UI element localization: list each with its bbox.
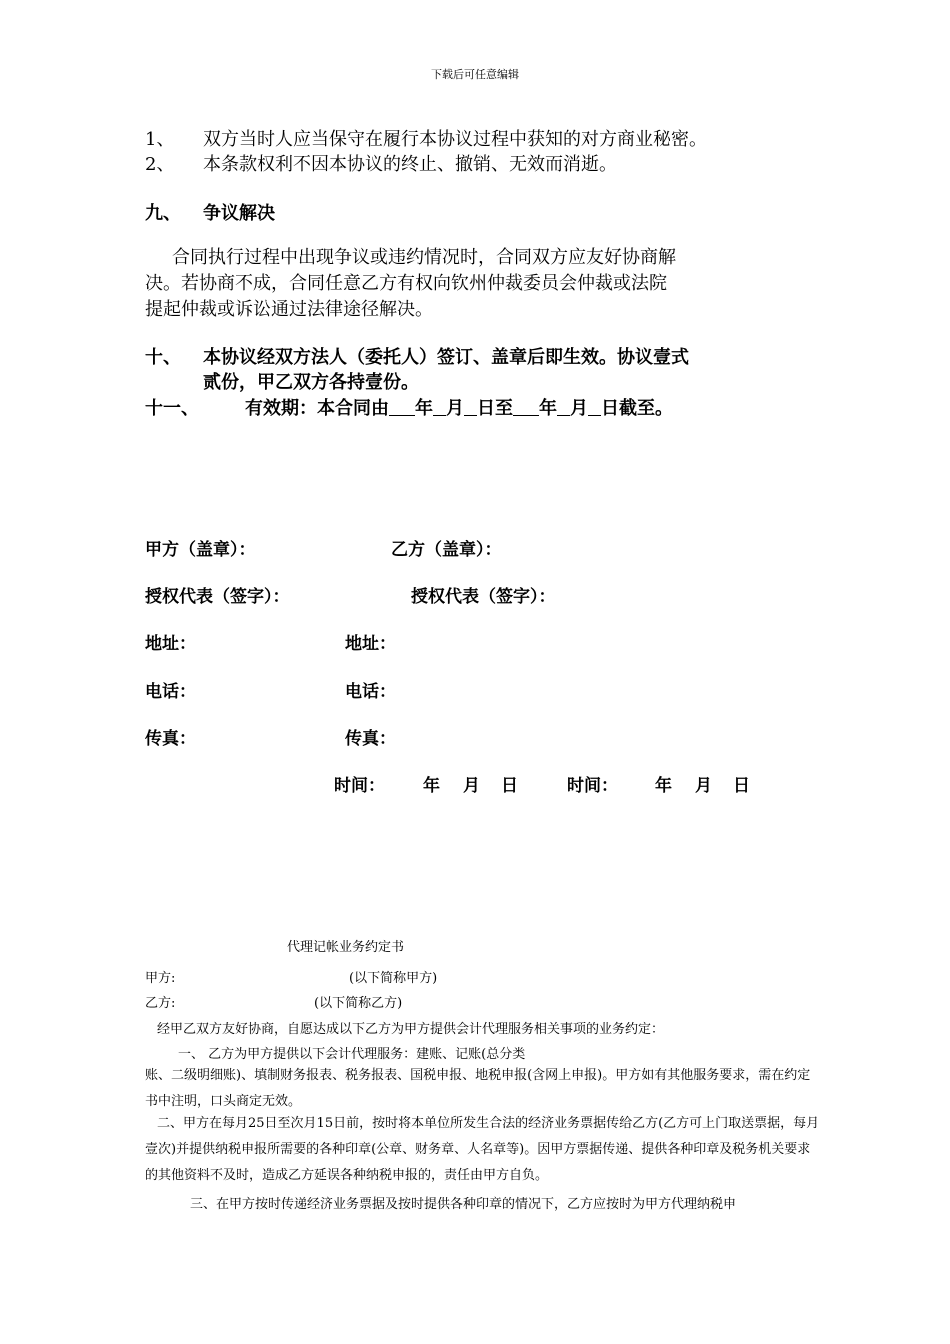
party-a-address-label: 地址： [145, 634, 196, 654]
validity-prefix: 有效期：本合同由 [245, 398, 389, 419]
end-day-blank [588, 399, 601, 416]
start-month-blank [433, 399, 446, 416]
start-year-label: 年 [415, 398, 433, 419]
party-b-address-label: 地址： [345, 634, 396, 654]
party-b-phone-label: 电话： [345, 682, 396, 702]
party-a-phone-label: 电话： [145, 682, 196, 702]
end-year-label: 年 [539, 398, 557, 419]
party-a-year-label: 年 [423, 776, 440, 796]
section-10-number: 十、 [145, 347, 181, 368]
party-a-time-label: 时间： [334, 776, 385, 796]
party-a-day-label: 日 [501, 776, 518, 796]
agreement-item-1-line-1: 一、 乙方为甲方提供以下会计代理服务：建账、记账(总分类 [178, 1047, 526, 1062]
clause-item-2-text: 本条款权利不因本协议的终止、撤销、无效而消逝。 [203, 154, 617, 175]
section-10-line-2: 贰份，甲乙双方各持壹份。 [203, 372, 419, 393]
agreement-party-b-label: 乙方: [145, 996, 176, 1011]
agreement-intro: 经甲乙双方友好协商，自愿达成以下乙方为甲方提供会计代理服务相关事项的业务约定： [157, 1022, 665, 1037]
party-a-month-label: 月 [463, 776, 480, 796]
agreement-title: 代理记帐业务约定书 [287, 940, 405, 955]
clause-item-1-number: 1、 [145, 129, 175, 150]
start-day-blank [464, 399, 477, 416]
section-9-paragraph-line-2: 决。若协商不成，合同任意乙方有权向钦州仲裁委员会仲裁或法院 [145, 273, 667, 294]
start-month-label: 月 [446, 398, 464, 419]
start-day-label: 日至 [477, 398, 513, 419]
party-a-fax-label: 传真： [145, 729, 196, 749]
party-b-month-label: 月 [695, 776, 712, 796]
clause-item-1-text: 双方当时人应当保守在履行本协议过程中获知的对方商业秘密。 [203, 129, 707, 150]
section-10-line-1: 本协议经双方法人（委托人）签订、盖章后即生效。协议壹式 [203, 347, 689, 368]
party-a-representative-label: 授权代表（签字）： [145, 587, 290, 607]
party-b-year-label: 年 [655, 776, 672, 796]
end-month-label: 月 [570, 398, 588, 419]
section-9-paragraph-line-3: 提起仲裁或诉讼通过法律途径解决。 [145, 299, 433, 320]
party-a-seal-label: 甲方（盖章）： [145, 540, 256, 560]
end-year-blank [513, 399, 539, 416]
section-9-title: 争议解决 [203, 203, 275, 224]
party-b-seal-label: 乙方（盖章）： [391, 540, 502, 560]
end-day-label: 日截至。 [601, 398, 673, 419]
section-11-number: 十一、 [145, 398, 199, 419]
start-year-blank [389, 399, 415, 416]
agreement-item-3: 三、在甲方按时传递经济业务票据及按时提供各种印章的情况下，乙方应按时为甲方代理纳税申 [190, 1197, 737, 1212]
party-b-day-label: 日 [733, 776, 750, 796]
agreement-party-a-note: (以下简称甲方) [349, 971, 438, 986]
page-header: 下载后可任意编辑 [431, 68, 519, 81]
end-month-blank [557, 399, 570, 416]
section-9-paragraph-line-1: 合同执行过程中出现争议或违约情况时，合同双方应友好协商解 [172, 247, 676, 268]
party-b-representative-label: 授权代表（签字）： [411, 587, 556, 607]
agreement-item-2: 二、甲方在每月25日至次月15日前，按时将本单位所发生合法的经济业务票据传给乙方(乙方可上门取送票据，每月壹次)并提供纳税申报所需要的各种印章(公章、财务章、人名章等)。因甲方票据传递、提供各种印章及税务机关要求的其他资料不及时，造成乙方延误各种纳税申报的，责任由甲方自负。 [145, 1116, 820, 1183]
party-b-fax-label: 传真： [345, 729, 396, 749]
clause-item-2-number: 2、 [145, 154, 175, 175]
section-11-validity [245, 394, 673, 420]
agreement-party-a-label: 甲方: [145, 971, 176, 986]
section-9-number: 九、 [145, 203, 181, 224]
agreement-item-1-continued: 账、二级明细账)、填制财务报表、税务报表、国税申报、地税申报(含网上申报)。甲方如有其他服务要求，需在约定书中注明，口头商定无效。 [145, 1068, 811, 1109]
agreement-party-b-note: (以下简称乙方) [314, 996, 403, 1011]
party-b-time-label: 时间： [567, 776, 618, 796]
